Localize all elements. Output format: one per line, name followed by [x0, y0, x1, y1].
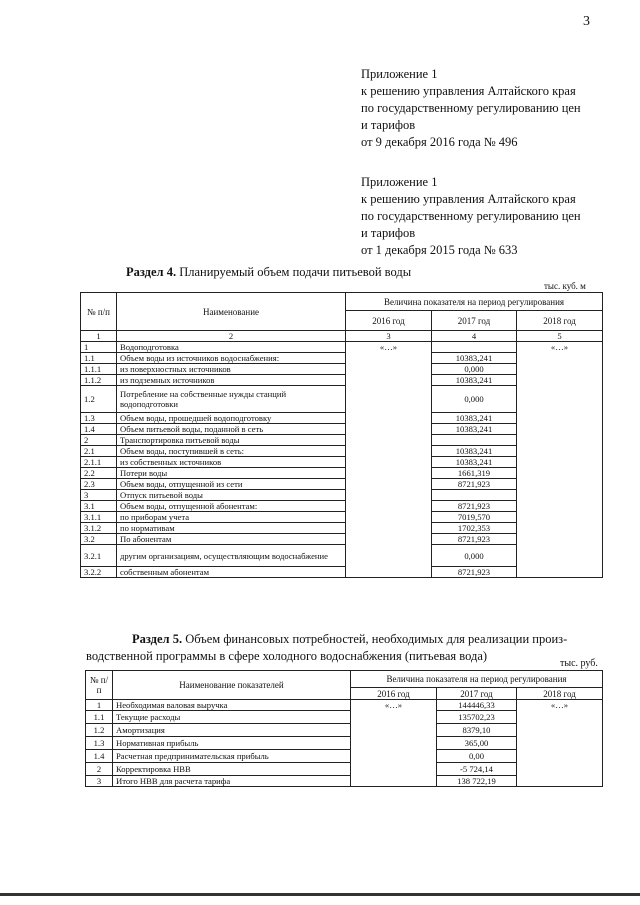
header-period: Величина показателя на период регулирования: [351, 671, 603, 688]
row-name: Нормативная прибыль: [113, 737, 351, 750]
appendix-line: от 1 декабря 2015 года № 633: [361, 243, 518, 257]
row-name: Корректировка НВВ: [113, 763, 351, 776]
value-2017: 1702,353: [432, 523, 517, 534]
value-2017: 0,00: [437, 750, 517, 763]
appendix-line: Приложение 1: [361, 175, 438, 189]
row-number: 1: [86, 700, 113, 711]
row-name: другим организациям, осуществляющим водоснабжение: [117, 545, 346, 567]
appendix-line: по государственному регулированию цен: [361, 209, 581, 223]
row-number: 1.4: [81, 424, 117, 435]
row-number: 1.2: [86, 724, 113, 737]
section5-unit: тыс. руб.: [560, 658, 598, 669]
appendix-line: от 9 декабря 2016 года № 496: [361, 135, 518, 149]
header-num: № п/п: [86, 671, 113, 700]
row-name: Объем воды из источников водоснабжения:: [117, 353, 346, 364]
row-number: 1.1.2: [81, 375, 117, 386]
row-name: из собственных источников: [117, 457, 346, 468]
row-number: 3.2: [81, 534, 117, 545]
value-2017: 8721,923: [432, 534, 517, 545]
row-number: 3.1.2: [81, 523, 117, 534]
column-number: 5: [517, 331, 603, 342]
header-2018: 2018 год: [517, 311, 603, 331]
value-2017: 0,000: [432, 545, 517, 567]
row-number: 1.1: [86, 711, 113, 724]
row-name: Необходимая валовая выручка: [113, 700, 351, 711]
row-name: Водоподготовка: [117, 342, 346, 353]
header-2016: 2016 год: [346, 311, 432, 331]
header-name: Наименование показателей: [113, 671, 351, 700]
value-2017: 10383,241: [432, 446, 517, 457]
column-number: 1: [81, 331, 117, 342]
row-name: по приборам учета: [117, 512, 346, 523]
row-number: 1.1: [81, 353, 117, 364]
value-2017: 8379,10: [437, 724, 517, 737]
value-2018-merged: «…»: [517, 700, 603, 787]
value-2017: 1661,319: [432, 468, 517, 479]
section5-title: [86, 631, 606, 665]
row-number: 1.3: [81, 413, 117, 424]
header-period: Величина показателя на период регулирования: [346, 293, 603, 311]
row-number: 3: [86, 776, 113, 787]
header-2017: 2017 год: [437, 688, 517, 700]
value-2017: 7019,570: [432, 512, 517, 523]
row-number: 1.3: [86, 737, 113, 750]
row-name: Объем питьевой воды, поданной в сеть: [117, 424, 346, 435]
table-row: [86, 700, 603, 711]
row-name: Объем воды, отпущенной из сети: [117, 479, 346, 490]
row-number: 2.3: [81, 479, 117, 490]
row-number: 1: [81, 342, 117, 353]
appendix-line: по государственному регулированию цен: [361, 101, 581, 115]
row-number: 2: [81, 435, 117, 446]
appendix-line: и тарифов: [361, 226, 416, 240]
section4-heading: Планируемый объем подачи питьевой воды: [179, 265, 412, 279]
column-number: 4: [432, 331, 517, 342]
row-number: 2: [86, 763, 113, 776]
row-number: 1.4: [86, 750, 113, 763]
row-name: Объем воды, прошедшей водоподготовку: [117, 413, 346, 424]
value-2017: 8721,923: [432, 501, 517, 512]
row-name: по нормативам: [117, 523, 346, 534]
appendix-line: и тарифов: [361, 118, 416, 132]
column-number: 2: [117, 331, 346, 342]
value-2017: 8721,923: [432, 479, 517, 490]
section4-unit: тыс. куб. м: [544, 281, 586, 291]
section4-label: Раздел 4.: [126, 265, 177, 279]
section5-table: [85, 670, 603, 787]
row-number: 3.2.2: [81, 567, 117, 578]
row-name: Объем воды, отпущенной абонентам:: [117, 501, 346, 512]
section4-title: [126, 264, 411, 281]
value-2018-merged: «…»: [517, 342, 603, 578]
value-2016-merged: «…»: [351, 700, 437, 787]
header-2016: 2016 год: [351, 688, 437, 700]
row-name: из поверхностных источников: [117, 364, 346, 375]
row-name: Расчетная предпринимательская прибыль: [113, 750, 351, 763]
row-name: из подземных источников: [117, 375, 346, 386]
row-name: Объем воды, поступившей в сеть:: [117, 446, 346, 457]
row-number: 2.1: [81, 446, 117, 457]
value-2017: 138 722,19: [437, 776, 517, 787]
value-2017: 10383,241: [432, 457, 517, 468]
row-number: 3: [81, 490, 117, 501]
appendix-previous: [361, 174, 631, 259]
table-row: [81, 342, 603, 353]
section5-label: Раздел 5.: [132, 632, 183, 646]
value-2017: 10383,241: [432, 375, 517, 386]
page-number: 3: [583, 14, 590, 29]
appendix-line: к решению управления Алтайского края: [361, 192, 576, 206]
value-2017: 0,000: [432, 386, 517, 413]
value-2017: 144446,33: [437, 700, 517, 711]
value-2017: -5 724,14: [437, 763, 517, 776]
appendix-current: [361, 66, 631, 151]
section4-table: [80, 292, 603, 578]
row-number: 1.2: [81, 386, 117, 413]
bottom-border: [0, 893, 640, 896]
value-2017: 0,000: [432, 364, 517, 375]
header-2018: 2018 год: [517, 688, 603, 700]
value-2017: 365,00: [437, 737, 517, 750]
column-number: 3: [346, 331, 432, 342]
row-number: 3.1.1: [81, 512, 117, 523]
section5-heading-line2: водственной программы в сфере холодного водоснабжения (питьевая вода): [86, 649, 488, 663]
row-name: Транспортировка питьевой воды: [117, 435, 346, 446]
header-num: № п/п: [81, 293, 117, 331]
header-name: Наименование: [117, 293, 346, 331]
value-2017: [432, 342, 517, 353]
row-number: 1.1.1: [81, 364, 117, 375]
row-number: 2.1.1: [81, 457, 117, 468]
value-2017: 135702,23: [437, 711, 517, 724]
row-number: 2.2: [81, 468, 117, 479]
value-2017: [432, 435, 517, 446]
row-name: Отпуск питьевой воды: [117, 490, 346, 501]
value-2017: 8721,923: [432, 567, 517, 578]
row-name: По абонентам: [117, 534, 346, 545]
value-2017: 10383,241: [432, 353, 517, 364]
header-2017: 2017 год: [432, 311, 517, 331]
value-2017: 10383,241: [432, 424, 517, 435]
row-number: 3.2.1: [81, 545, 117, 567]
section5-heading-line1: Объем финансовых потребностей, необходимых для реализации произ-: [185, 632, 568, 646]
row-number: 3.1: [81, 501, 117, 512]
row-name: Текущие расходы: [113, 711, 351, 724]
row-name: Потребление на собственные нужды станций водоподготовки: [117, 386, 346, 413]
appendix-line: Приложение 1: [361, 67, 438, 81]
row-name: Амортизация: [113, 724, 351, 737]
value-2017: [432, 490, 517, 501]
appendix-line: к решению управления Алтайского края: [361, 84, 576, 98]
row-name: Потери воды: [117, 468, 346, 479]
row-name: Итого НВВ для расчета тарифа: [113, 776, 351, 787]
row-name: собственным абонентам: [117, 567, 346, 578]
value-2017: 10383,241: [432, 413, 517, 424]
value-2016-merged: «…»: [346, 342, 432, 578]
